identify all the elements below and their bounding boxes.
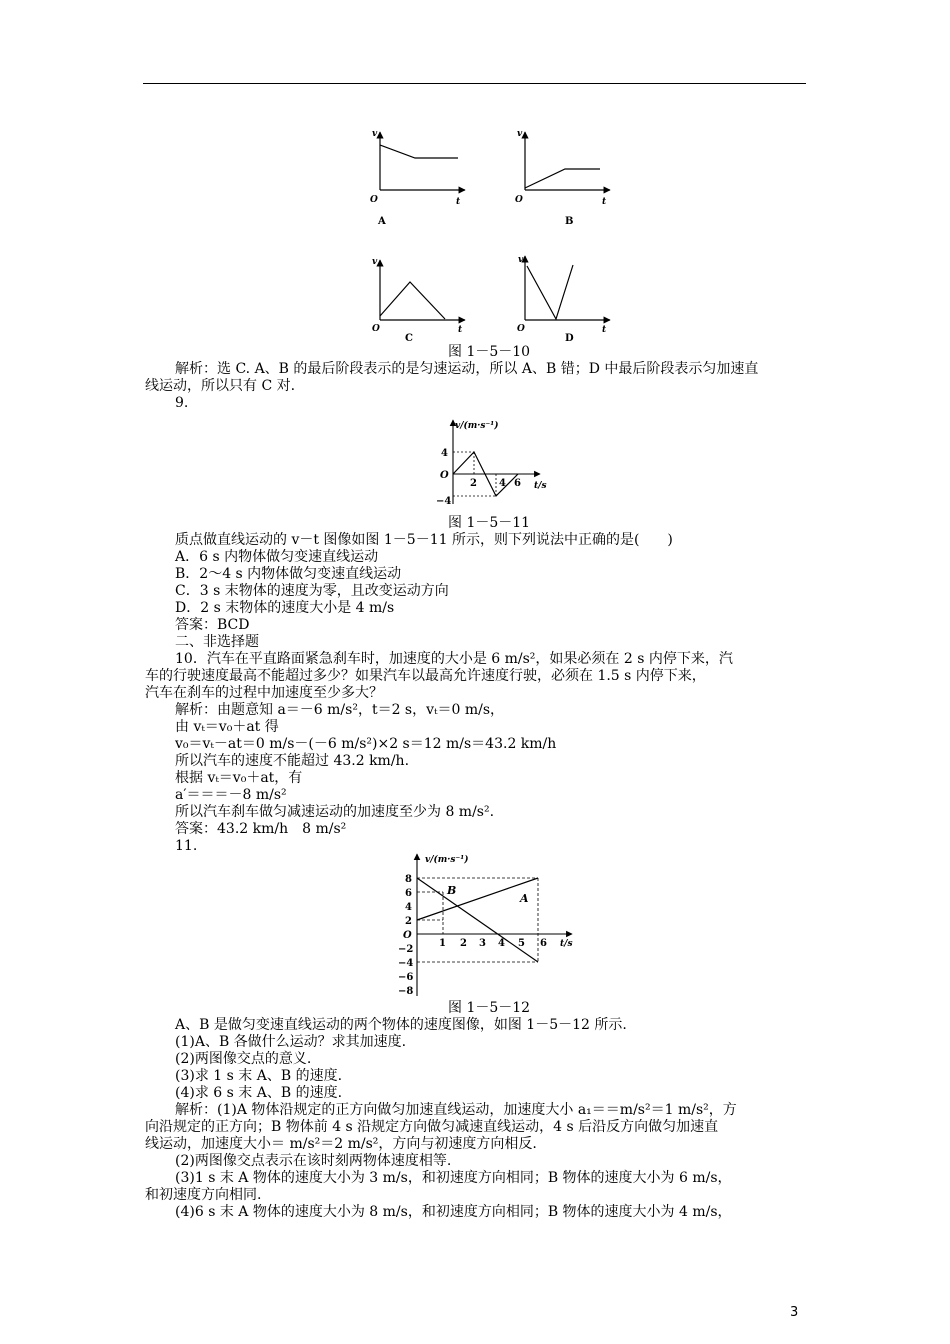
q10-stem-line-1: 10．汽车在平直路面紧急刹车时，加速度的大小是 6 m/s²，如果必须在 2 s 内停下来，汽 <box>175 651 733 667</box>
svg-text:O: O <box>440 470 449 481</box>
q9-option-d: D．2 s 末物体的速度大小是 4 m/s <box>175 600 395 616</box>
q11-stem-line-4: (3)求 1 s 末 A、B 的速度. <box>175 1068 343 1084</box>
svg-text:t/s: t/s <box>560 939 573 949</box>
q10-stem-line-2: 车的行驶速度最高不能超过多少？如果汽车以最高允许速度行驶，必须在 1.5 s 内停下来， <box>145 668 706 684</box>
svg-text:6: 6 <box>405 888 412 899</box>
figure-1-5-10-caption: 图 1－5－10 <box>448 344 531 360</box>
q8-analysis-line-1: 解析：选 C. A、B 的最后阶段表示的是匀速运动，所以 A、B 错；D 中最后阶段表示匀加速直 <box>175 361 759 377</box>
svg-text:v: v <box>517 129 523 139</box>
figure-1-5-11 <box>430 412 560 512</box>
q9-option-b: B．2～4 s 内物体做匀变速直线运动 <box>175 566 402 582</box>
q11-solution-line-7: (4)6 s 末 A 物体的速度大小为 8 m/s，和初速度方向相同；B 物体的速度大小为 4 m/s， <box>175 1204 732 1220</box>
svg-text:6: 6 <box>514 478 521 489</box>
page-number: 3 <box>790 1305 799 1320</box>
panel-b-graph <box>515 129 610 227</box>
section-heading: 二、非选择题 <box>175 634 259 650</box>
panel-c-graph <box>372 257 465 344</box>
svg-text:O: O <box>403 930 412 941</box>
svg-text:2: 2 <box>405 916 412 927</box>
svg-text:4: 4 <box>441 448 448 459</box>
q11-solution-line-5: (3)1 s 末 A 物体的速度大小为 3 m/s，和初速度方向相同；B 物体的速度大小为 6 m/s， <box>175 1170 732 1186</box>
svg-text:3: 3 <box>479 938 486 949</box>
panel-c-label: C <box>405 333 413 344</box>
svg-text:t: t <box>456 197 461 207</box>
svg-text:O: O <box>372 324 380 334</box>
svg-text:2: 2 <box>470 478 477 489</box>
q10-solution-line-3: v₀＝vₜ－at＝0 m/s－(－6 m/s²)×2 s＝12 m/s＝43.2 km/h <box>175 736 557 752</box>
q10-solution-line-2: 由 vₜ＝v₀＋at 得 <box>175 719 279 735</box>
svg-text:4: 4 <box>499 478 506 489</box>
svg-text:−4: −4 <box>398 958 414 969</box>
svg-text:5: 5 <box>518 938 525 949</box>
q10-solution-line-6: a′＝＝＝－8 m/s² <box>175 787 287 803</box>
svg-text:8: 8 <box>405 874 412 885</box>
svg-text:t: t <box>602 197 607 207</box>
svg-text:v/(m·s⁻¹): v/(m·s⁻¹) <box>455 421 499 431</box>
header-rule <box>143 83 806 84</box>
panel-d-label: D <box>565 333 574 344</box>
svg-text:v: v <box>372 257 378 267</box>
panel-a-graph <box>370 129 465 227</box>
q9-option-a: A．6 s 内物体做匀变速直线运动 <box>175 549 379 565</box>
figure-1-5-10 <box>360 120 630 350</box>
q9-stem: 质点做直线运动的 v－t 图像如图 1－5－11 所示，则下列说法中正确的是( ) <box>175 532 673 548</box>
q11-stem-line-3: (2)两图像交点的意义. <box>175 1051 312 1067</box>
q11-solution-line-1: 解析：(1)A 物体沿规定的正方向做匀加速直线运动，加速度大小 a₁＝＝m/s²＝1 m/s²，方 <box>175 1102 737 1118</box>
figure-1-5-12 <box>380 850 580 1000</box>
q10-answer: 答案：43.2 km/h 8 m/s² <box>175 821 347 837</box>
svg-text:O: O <box>517 324 525 334</box>
q11-solution-line-6: 和初速度方向相同. <box>145 1187 262 1203</box>
svg-text:1: 1 <box>439 938 446 949</box>
q9-answer: 答案：BCD <box>175 617 250 633</box>
svg-text:B: B <box>447 884 457 897</box>
svg-text:O: O <box>515 195 523 205</box>
q8-analysis-line-2: 线运动，所以只有 C 对. <box>145 378 296 394</box>
svg-text:v: v <box>372 129 378 139</box>
figure-1-5-11-caption: 图 1－5－11 <box>448 515 531 531</box>
svg-text:O: O <box>370 195 378 205</box>
svg-text:t: t <box>458 325 463 335</box>
svg-text:v/(m·s⁻¹): v/(m·s⁻¹) <box>425 855 469 865</box>
svg-text:A: A <box>520 892 529 905</box>
svg-text:2: 2 <box>460 938 467 949</box>
svg-text:4: 4 <box>498 938 505 949</box>
q11-stem-line-5: (4)求 6 s 末 A、B 的速度. <box>175 1085 343 1101</box>
svg-text:−6: −6 <box>398 972 414 983</box>
panel-b-label: B <box>565 216 574 227</box>
svg-text:−2: −2 <box>398 944 414 955</box>
q10-stem-line-3: 汽车在刹车的过程中加速度至少多大？ <box>145 685 383 701</box>
q9-number: 9. <box>175 395 189 411</box>
q11-stem-line-1: A、B 是做匀变速直线运动的两个物体的速度图像，如图 1－5－12 所示. <box>175 1017 627 1033</box>
q10-solution-line-4: 所以汽车的速度不能超过 43.2 km/h. <box>175 753 410 769</box>
q10-solution-line-1: 解析：由题意知 a＝－6 m/s²，t＝2 s，vₜ＝0 m/s， <box>175 702 505 718</box>
svg-text:4: 4 <box>405 902 412 913</box>
svg-text:−4: −4 <box>436 496 452 507</box>
q9-option-c: C．3 s 末物体的速度为零，且改变运动方向 <box>175 583 449 599</box>
q10-solution-line-5: 根据 vₜ＝v₀＋at，有 <box>175 770 303 786</box>
q10-solution-line-7: 所以汽车刹车做匀减速运动的加速度至少为 8 m/s². <box>175 804 495 820</box>
q11-solution-line-2: 向沿规定的正方向；B 物体前 4 s 沿规定方向做匀减速直线运动，4 s 后沿反方向做匀加速直 <box>145 1119 719 1135</box>
svg-text:−8: −8 <box>398 986 414 997</box>
figure-1-5-12-caption: 图 1－5－12 <box>448 1000 531 1016</box>
svg-text:6: 6 <box>540 938 547 949</box>
panel-d-graph <box>517 255 610 344</box>
q11-number: 11. <box>175 838 198 854</box>
q11-stem-line-2: (1)A、B 各做什么运动？求其加速度. <box>175 1034 407 1050</box>
panel-a-label: A <box>378 216 386 227</box>
svg-text:t: t <box>602 325 607 335</box>
q11-solution-line-4: (2)两图像交点表示在该时刻两物体速度相等. <box>175 1153 452 1169</box>
svg-text:v: v <box>518 255 524 265</box>
q11-solution-line-3: 线运动，加速度大小＝ m/s²＝2 m/s²，方向与初速度方向相反. <box>145 1136 537 1152</box>
svg-text:t/s: t/s <box>534 481 547 491</box>
